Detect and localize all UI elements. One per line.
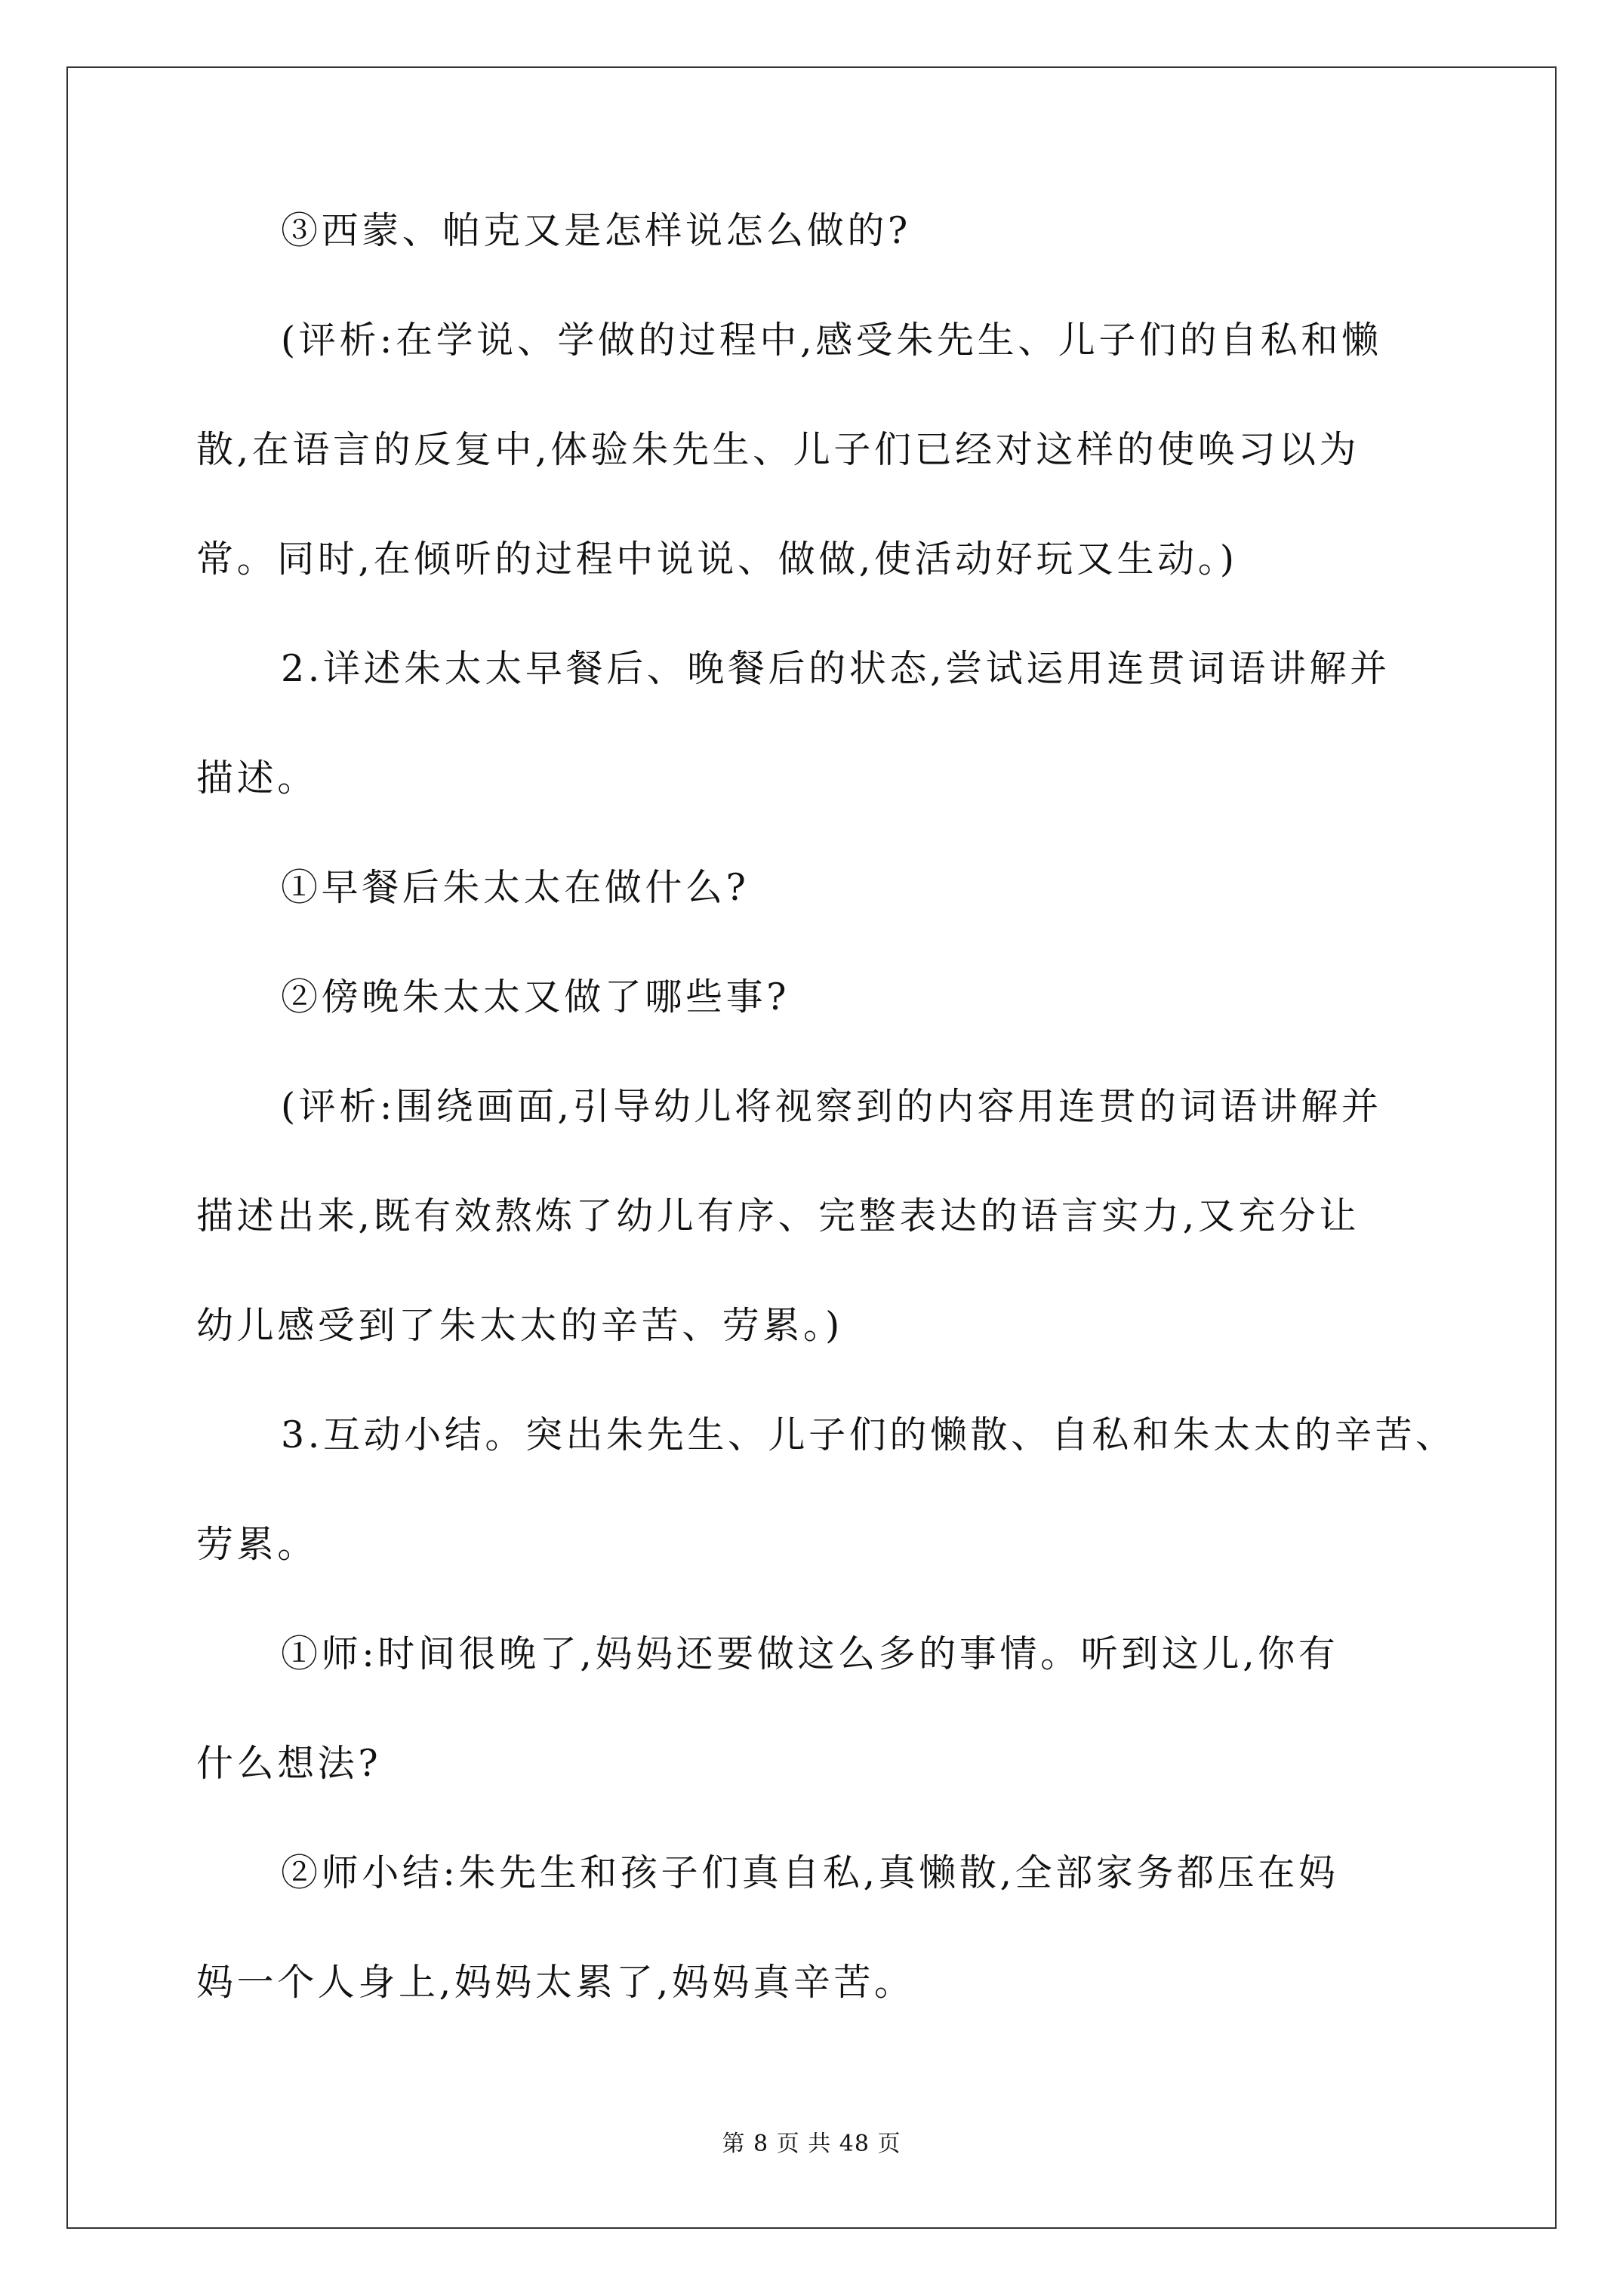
step-2-line-2: 描述。 [196, 757, 318, 800]
analysis-2-line-3: 幼儿感受到了朱太太的辛苦、劳累。) [196, 1304, 843, 1347]
analysis-1-line-3: 常。同时,在倾听的过程中说说、做做,使活动好玩又生动。) [196, 538, 1238, 581]
page-number: 第 8 页 共 48 页 [722, 2131, 901, 2157]
analysis-1-line-1: (评析:在学说、学做的过程中,感受朱先生、儿子们的自私和懒 [281, 319, 1382, 362]
teacher-line-2: 什么想法? [196, 1742, 382, 1785]
question-2-line: ②傍晚朱太太又做了哪些事? [281, 975, 790, 1019]
question-3-line: ③西蒙、帕克又是怎样说怎么做的? [281, 209, 911, 252]
summary-line-1: ②师小结:朱先生和孩子们真自私,真懒散,全部家务都压在妈 [281, 1851, 1339, 1894]
page-border [66, 66, 1557, 2229]
question-1-line: ①早餐后朱太太在做什么? [281, 866, 750, 909]
analysis-1-line-2: 散,在语言的反复中,体验朱先生、儿子们已经对这样的使唤习以为 [196, 428, 1360, 471]
teacher-line-1: ①师:时间很晚了,妈妈还要做这么多的事情。听到这儿,你有 [281, 1632, 1339, 1675]
analysis-2-line-1: (评析:围绕画面,引导幼儿将视察到的内容用连贯的词语讲解并 [281, 1085, 1382, 1128]
step-3-line-2: 劳累。 [196, 1523, 318, 1566]
analysis-2-line-2: 描述出来,既有效熬炼了幼儿有序、完整表达的语言实力,又充分让 [196, 1194, 1360, 1237]
summary-line-2: 妈一个人身上,妈妈太累了,妈妈真辛苦。 [196, 1961, 915, 2004]
step-2-line-1: 2.详述朱太太早餐后、晚餐后的状态,尝试运用连贯词语讲解并 [281, 647, 1390, 690]
step-3-line-1: 3.互动小结。突出朱先生、儿子们的懒散、自私和朱太太的辛苦、 [281, 1413, 1456, 1456]
